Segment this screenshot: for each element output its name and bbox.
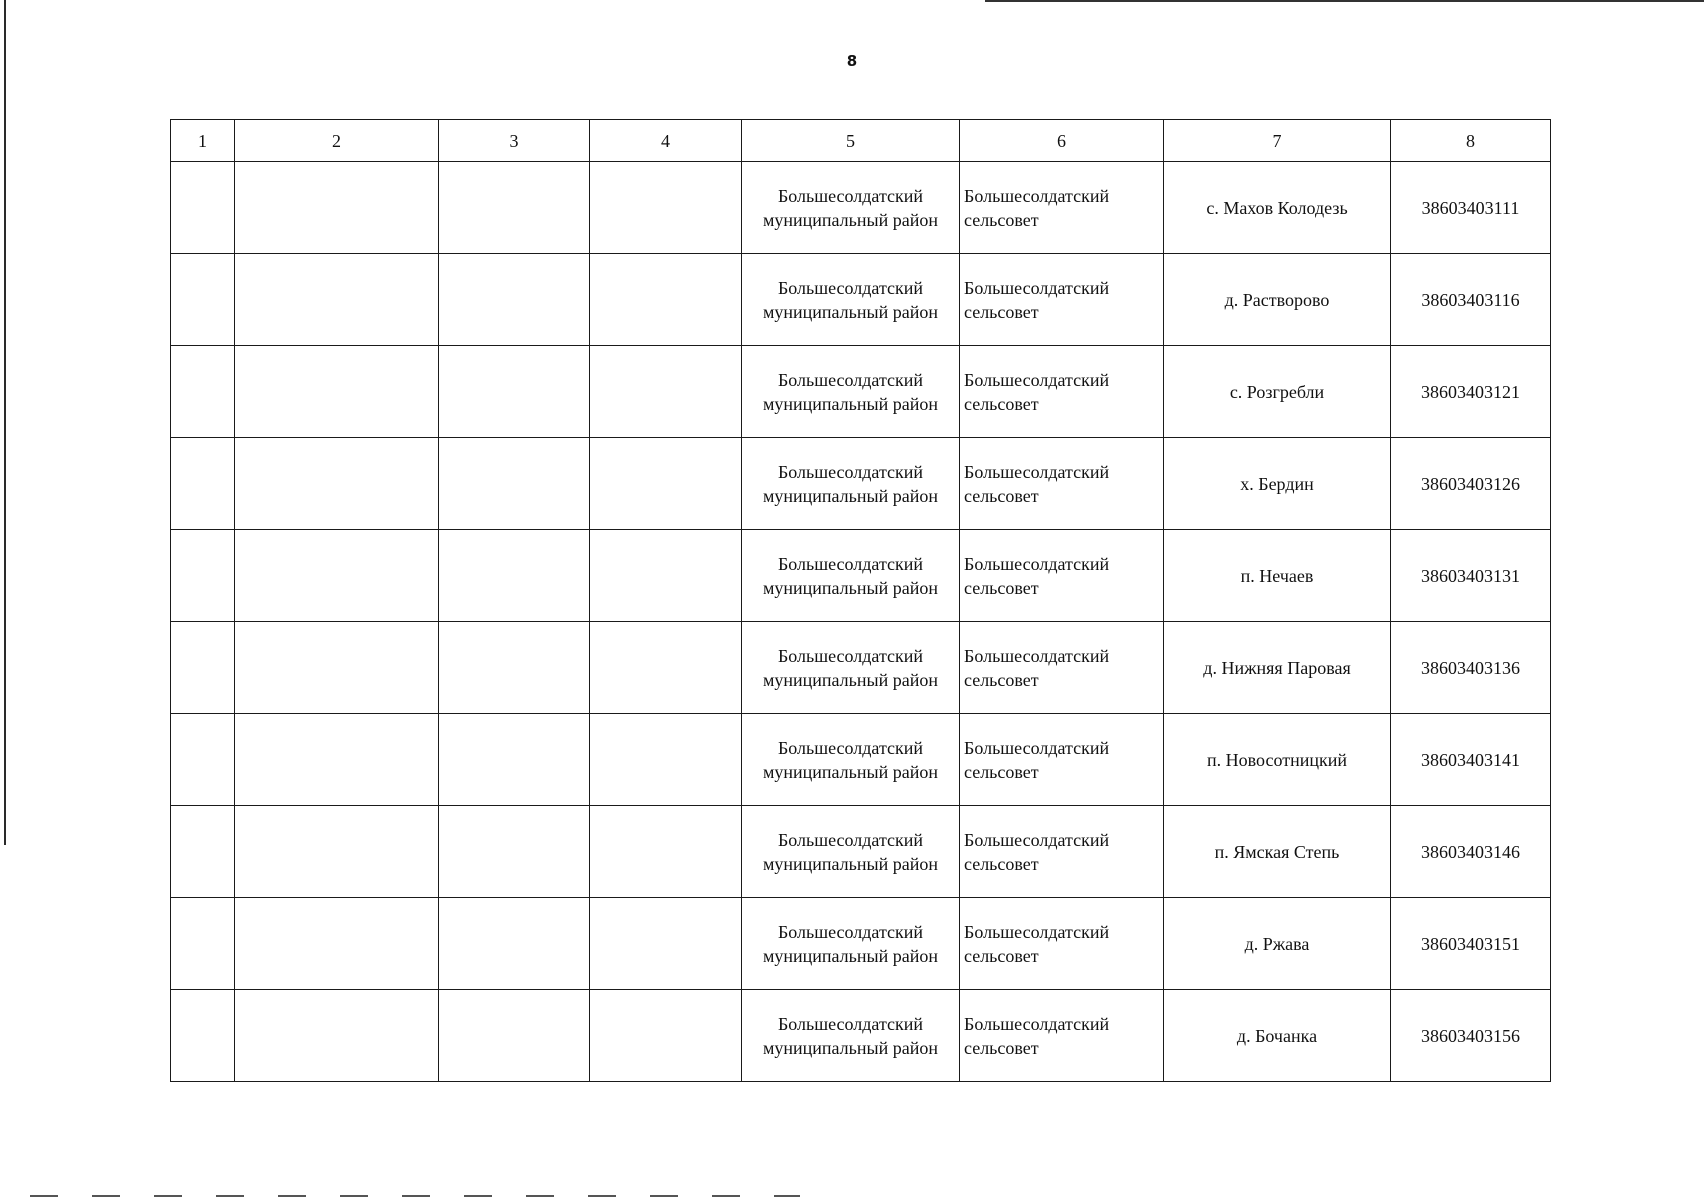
column-header-7: 7 — [1164, 120, 1391, 162]
council-name: Большесолдатский — [964, 645, 1110, 666]
cell-settlement-council — [960, 898, 1164, 990]
district-type: муниципальный район — [762, 945, 938, 966]
council-name: Большесолдатский — [964, 1013, 1110, 1034]
cell-col-2 — [235, 898, 439, 990]
cell-col-3 — [439, 714, 590, 806]
district-name: Большесолдатский — [777, 829, 924, 850]
cell-settlement-council — [960, 990, 1164, 1082]
cell-locality: с. Махов Колодезь — [1164, 162, 1391, 254]
district-type: муниципальный район — [762, 209, 938, 230]
scan-edge-left — [4, 0, 6, 845]
cell-col-4 — [590, 162, 742, 254]
cell-col-2 — [235, 162, 439, 254]
table-row — [171, 530, 1551, 622]
cell-col-2 — [235, 714, 439, 806]
cell-col-3 — [439, 438, 590, 530]
cell-col-3 — [439, 990, 590, 1082]
council-name: Большесолдатский — [964, 277, 1110, 298]
table-row — [171, 898, 1551, 990]
cell-col-1 — [171, 438, 235, 530]
table-row — [171, 714, 1551, 806]
cell-municipal-district — [742, 346, 960, 438]
district-type: муниципальный район — [762, 1037, 938, 1058]
cell-col-3 — [439, 162, 590, 254]
cell-col-4 — [590, 714, 742, 806]
district-type: муниципальный район — [762, 577, 938, 598]
district-name: Большесолдатский — [777, 737, 924, 758]
table-body — [171, 162, 1551, 1082]
cell-col-2 — [235, 806, 439, 898]
district-name: Большесолдатский — [777, 645, 924, 666]
cell-municipal-district — [742, 254, 960, 346]
district-name: Большесолдатский — [777, 921, 924, 942]
district-type: муниципальный район — [762, 485, 938, 506]
district-type: муниципальный район — [762, 853, 938, 874]
council-type: сельсовет — [964, 1037, 1039, 1058]
cell-col-2 — [235, 346, 439, 438]
column-header-6: 6 — [960, 120, 1164, 162]
cell-col-2 — [235, 990, 439, 1082]
cell-col-4 — [590, 898, 742, 990]
scan-edge-top — [985, 0, 1704, 2]
cell-oktmo-code: 38603403121 — [1391, 346, 1551, 438]
district-name: Большесолдатский — [777, 1013, 924, 1034]
cell-col-3 — [439, 806, 590, 898]
district-type: муниципальный район — [762, 761, 938, 782]
council-name: Большесолдатский — [964, 185, 1110, 206]
cell-col-1 — [171, 622, 235, 714]
cell-municipal-district — [742, 530, 960, 622]
cell-col-4 — [590, 438, 742, 530]
cell-oktmo-code: 38603403116 — [1391, 254, 1551, 346]
cell-locality: п. Нечаев — [1164, 530, 1391, 622]
cell-settlement-council — [960, 346, 1164, 438]
cell-oktmo-code: 38603403136 — [1391, 622, 1551, 714]
cell-col-1 — [171, 254, 235, 346]
cell-municipal-district — [742, 714, 960, 806]
register-table — [170, 119, 1551, 1082]
district-type: муниципальный район — [762, 669, 938, 690]
table-row — [171, 162, 1551, 254]
cell-locality: п. Новосотницкий — [1164, 714, 1391, 806]
cell-col-4 — [590, 990, 742, 1082]
cell-locality: с. Розгребли — [1164, 346, 1391, 438]
cell-col-1 — [171, 806, 235, 898]
cell-municipal-district — [742, 438, 960, 530]
table-row — [171, 438, 1551, 530]
district-type: муниципальный район — [762, 301, 938, 322]
council-type: сельсовет — [964, 853, 1039, 874]
district-name: Большесолдатский — [777, 277, 924, 298]
cell-col-4 — [590, 806, 742, 898]
cell-col-4 — [590, 530, 742, 622]
council-type: сельсовет — [964, 209, 1039, 230]
cell-locality: п. Ямская Степь — [1164, 806, 1391, 898]
cell-municipal-district — [742, 898, 960, 990]
cell-oktmo-code: 38603403151 — [1391, 898, 1551, 990]
scan-dashes — [30, 1195, 800, 1197]
cell-municipal-district — [742, 162, 960, 254]
cell-col-1 — [171, 714, 235, 806]
page-number: 8 — [846, 52, 858, 70]
cell-settlement-council — [960, 622, 1164, 714]
cell-locality: д. Ржава — [1164, 898, 1391, 990]
cell-col-3 — [439, 622, 590, 714]
council-name: Большесолдатский — [964, 369, 1110, 390]
cell-col-1 — [171, 346, 235, 438]
district-name: Большесолдатский — [777, 185, 924, 206]
cell-municipal-district — [742, 806, 960, 898]
district-type: муниципальный район — [762, 393, 938, 414]
council-type: сельсовет — [964, 301, 1039, 322]
cell-col-1 — [171, 162, 235, 254]
council-name: Большесолдатский — [964, 553, 1110, 574]
header-row — [171, 120, 1551, 162]
cell-oktmo-code: 38603403111 — [1391, 162, 1551, 254]
council-name: Большесолдатский — [964, 921, 1110, 942]
cell-settlement-council — [960, 714, 1164, 806]
council-name: Большесолдатский — [964, 461, 1110, 482]
cell-settlement-council — [960, 254, 1164, 346]
column-header-1: 1 — [171, 120, 235, 162]
cell-oktmo-code: 38603403141 — [1391, 714, 1551, 806]
cell-locality: д. Бочанка — [1164, 990, 1391, 1082]
column-header-8: 8 — [1391, 120, 1551, 162]
cell-locality: д. Растворово — [1164, 254, 1391, 346]
cell-col-4 — [590, 622, 742, 714]
council-type: сельсовет — [964, 485, 1039, 506]
cell-col-2 — [235, 254, 439, 346]
cell-col-3 — [439, 530, 590, 622]
council-type: сельсовет — [964, 945, 1039, 966]
column-header-2: 2 — [235, 120, 439, 162]
cell-col-4 — [590, 254, 742, 346]
cell-col-1 — [171, 990, 235, 1082]
council-type: сельсовет — [964, 577, 1039, 598]
council-name: Большесолдатский — [964, 737, 1110, 758]
cell-col-4 — [590, 346, 742, 438]
column-header-4: 4 — [590, 120, 742, 162]
cell-col-3 — [439, 346, 590, 438]
cell-oktmo-code: 38603403156 — [1391, 990, 1551, 1082]
council-type: сельсовет — [964, 669, 1039, 690]
table-row — [171, 346, 1551, 438]
district-name: Большесолдатский — [777, 461, 924, 482]
cell-municipal-district — [742, 990, 960, 1082]
cell-col-1 — [171, 898, 235, 990]
district-name: Большесолдатский — [777, 369, 924, 390]
cell-col-3 — [439, 254, 590, 346]
cell-col-3 — [439, 898, 590, 990]
council-type: сельсовет — [964, 761, 1039, 782]
table-row — [171, 254, 1551, 346]
cell-settlement-council — [960, 438, 1164, 530]
cell-oktmo-code: 38603403126 — [1391, 438, 1551, 530]
column-header-5: 5 — [742, 120, 960, 162]
cell-settlement-council — [960, 806, 1164, 898]
cell-col-2 — [235, 622, 439, 714]
council-type: сельсовет — [964, 393, 1039, 414]
table-row — [171, 990, 1551, 1082]
cell-col-2 — [235, 438, 439, 530]
cell-locality: д. Нижняя Паровая — [1164, 622, 1391, 714]
column-header-3: 3 — [439, 120, 590, 162]
cell-oktmo-code: 38603403146 — [1391, 806, 1551, 898]
cell-col-1 — [171, 530, 235, 622]
cell-oktmo-code: 38603403131 — [1391, 530, 1551, 622]
cell-settlement-council — [960, 162, 1164, 254]
cell-col-2 — [235, 530, 439, 622]
table-row — [171, 806, 1551, 898]
council-name: Большесолдатский — [964, 829, 1110, 850]
cell-municipal-district — [742, 622, 960, 714]
cell-locality: х. Бердин — [1164, 438, 1391, 530]
cell-settlement-council — [960, 530, 1164, 622]
district-name: Большесолдатский — [777, 553, 924, 574]
table-row — [171, 622, 1551, 714]
